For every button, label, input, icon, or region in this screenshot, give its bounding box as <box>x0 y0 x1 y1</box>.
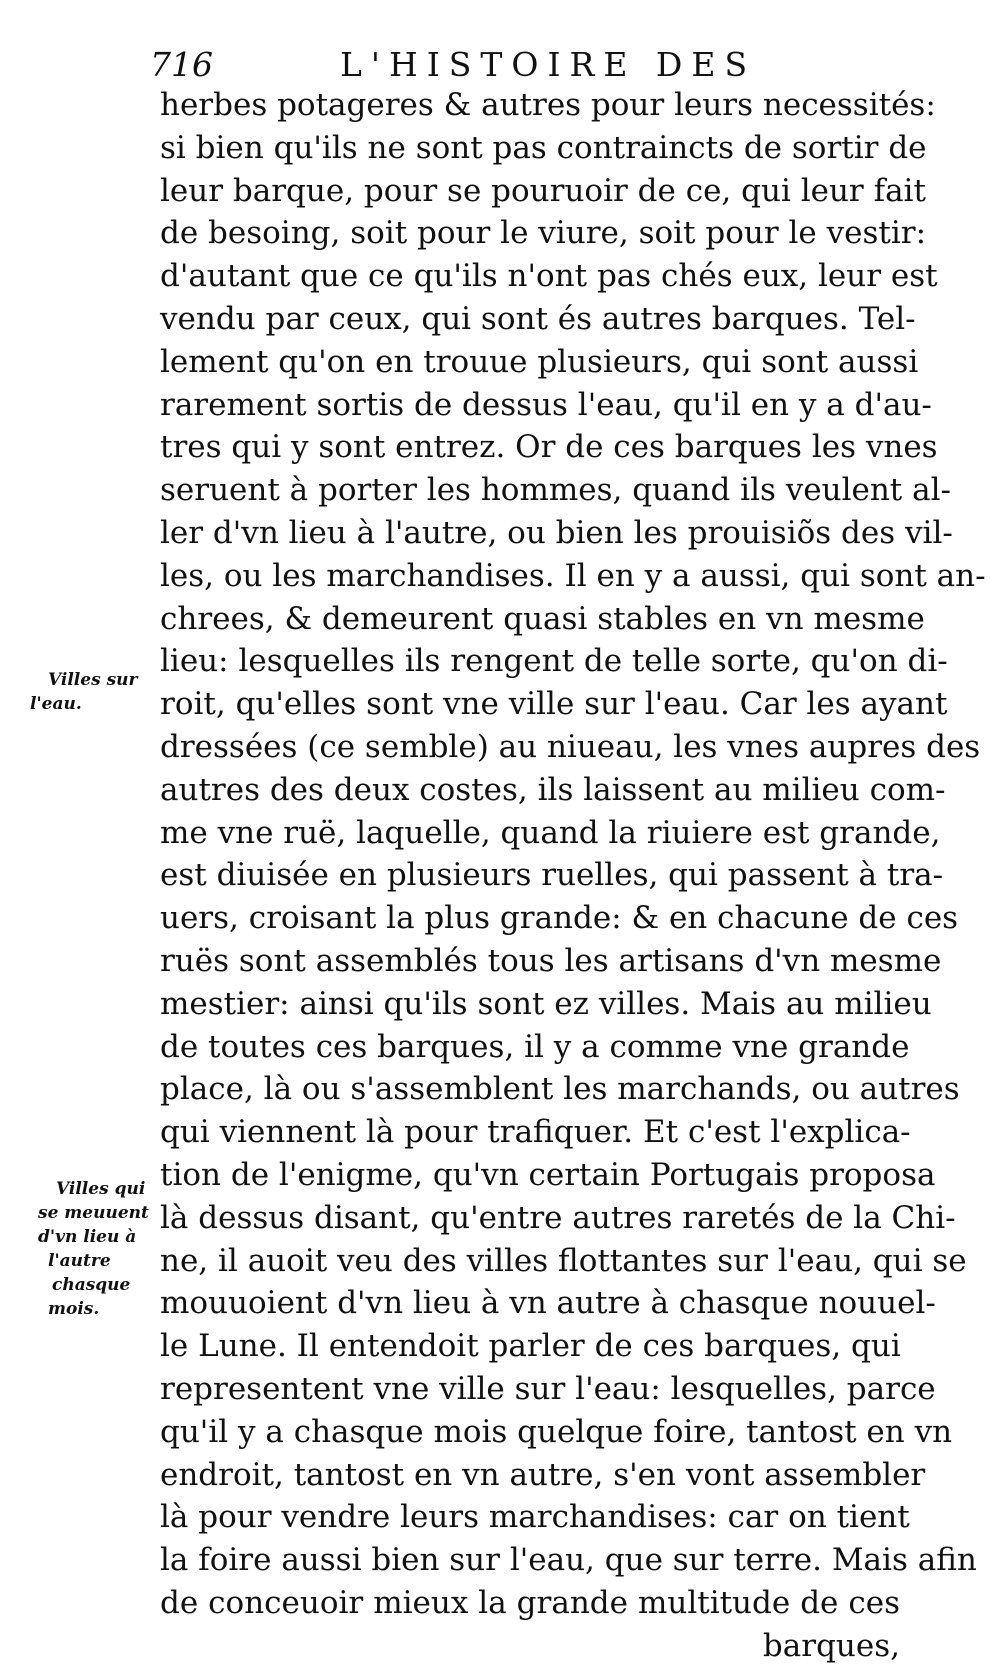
text-line: de toutes ces barques, il y a comme vne grande <box>160 1028 910 1065</box>
text-line: mestier: ainsi qu'ils sont ez villes. Mais au milieu <box>160 985 932 1022</box>
text-line: d'autant que ce qu'ils n'ont pas chés eux, leur est <box>160 258 938 295</box>
text-line: me vne ruë, laquelle, quand la riuiere est grande, <box>160 814 941 851</box>
margin-note-line: Villes qui <box>56 1179 146 1199</box>
text-line: dressées (ce semble) au niueau, les vnes aupres des <box>160 728 981 765</box>
text-line: seruent à porter les hommes, quand ils veulent al- <box>160 472 951 509</box>
text-line: ler d'vn lieu à l'autre, ou bien les prouisiõs des vil- <box>160 514 953 551</box>
text-line: qu'il y a chasque mois quelque foire, tantost en vn <box>160 1413 953 1450</box>
page-number: 716 <box>150 45 213 84</box>
margin-note <box>30 668 155 716</box>
text-line: lieu: lesquelles ils rengent de telle sorte, qu'on di- <box>160 643 948 680</box>
text-line: mouuoient d'vn lieu à vn autre à chasque nouuel- <box>160 1285 936 1322</box>
text-line: roit, qu'elles sont vne ville sur l'eau. Car les ayant <box>160 686 948 723</box>
text-line: vendu par ceux, qui sont és autres barques. Tel- <box>160 300 916 337</box>
text-line: autres des deux costes, ils laissent au milieu com- <box>160 771 946 808</box>
text-line: herbes potageres & autres pour leurs necessités: <box>160 87 936 123</box>
text-line: la foire aussi bien sur l'eau, que sur terre. Mais afin <box>160 1542 977 1579</box>
body-text <box>160 84 986 1667</box>
running-title: L'HISTOIRE DES <box>340 45 757 84</box>
text-line: là pour vendre leurs marchandises: car on tient <box>160 1499 910 1536</box>
text-line: uers, croisant la plus grande: & en chacune de ces <box>160 900 959 937</box>
text-line: chrees, & demeurent quasi stables en vn mesme <box>160 600 925 637</box>
text-line: endroit, tantost en vn autre, s'en vont assembler <box>160 1456 926 1493</box>
text-line: tion de l'enigme, qu'vn certain Portugais proposa <box>160 1156 936 1193</box>
margin-note-line: d'vn lieu à <box>38 1227 137 1247</box>
text-line: tres qui y sont entrez. Or de ces barques les vnes <box>160 429 938 466</box>
text-line: qui viennent là pour trafiquer. Et c'est l'explica- <box>160 1114 911 1151</box>
text-line: si bien qu'ils ne sont pas contraincts de sortir de <box>160 129 927 166</box>
text-line: leur barque, pour se pouruoir de ce, qui leur fait <box>160 172 926 209</box>
margin-note <box>38 1177 162 1321</box>
text-line: les, ou les marchandises. Il en y a aussi, qui sont an- <box>160 557 986 594</box>
margin-note-line: se meuuent <box>38 1203 149 1223</box>
margin-note-line: l'eau. <box>30 694 82 714</box>
text-line: ne, il auoit veu des villes flottantes sur l'eau, qui se <box>160 1242 967 1279</box>
margin-note-line: chasque <box>52 1275 131 1295</box>
text-line: rarement sortis de dessus l'eau, qu'il en y a d'au- <box>160 386 932 423</box>
margin-note-line: Villes sur <box>48 670 138 690</box>
text-line: representent vne ville sur l'eau: lesquelles, parce <box>160 1370 936 1407</box>
text-line: le Lune. Il entendoit parler de ces barques, qui <box>160 1328 901 1365</box>
text-line: de besoing, soit pour le viure, soit pour le vestir: <box>160 215 927 252</box>
margin-note-line: l'autre <box>48 1251 111 1271</box>
text-line: lement qu'on en trouue plusieurs, qui sont aussi <box>160 343 919 380</box>
catchword-line: barques, <box>762 1627 900 1664</box>
text-line: de conceuoir mieux la grande multitude de ces <box>160 1584 900 1621</box>
running-head <box>150 42 890 88</box>
text-line: ruës sont assemblés tous les artisans d'vn mesme <box>160 942 942 979</box>
margin-note-line: mois. <box>48 1299 100 1319</box>
text-line: est diuisée en plusieurs ruelles, qui passent à tra- <box>160 857 944 894</box>
text-line: là dessus disant, qu'entre autres raretés de la Chi- <box>160 1199 956 1236</box>
text-line: place, là ou s'assemblent les marchands, ou autres <box>160 1071 960 1108</box>
